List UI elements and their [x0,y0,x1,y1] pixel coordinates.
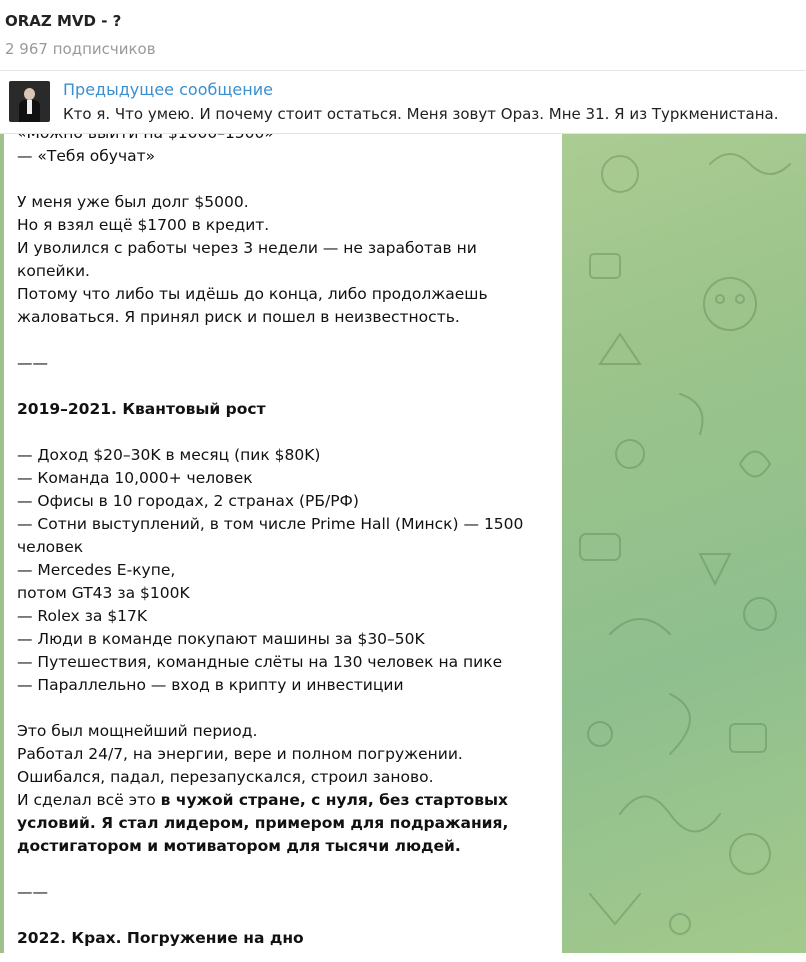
bullet-line: — Rolex за $17K [17,607,148,625]
bullet-line: — Люди в команде покупают машины за $30–50K [17,630,425,648]
pinned-message-bar[interactable] [0,71,806,134]
separator: —— [17,354,48,372]
separator: —— [17,883,48,901]
message-text [17,122,542,950]
bold-span: в чужой стране, с нуля, без стартовых [160,791,509,809]
bullet-line: человек [17,538,84,556]
bullet-line: — Mercedes E-купе, [17,561,176,579]
text-line: копейки. [17,262,90,280]
bullet-line: потом GT43 за $100K [17,584,190,602]
bullet-line: — Параллельно — вход в крипту и инвестиции [17,676,404,694]
bold-line: условий. Я стал лидером, примером для подражания, [17,814,509,832]
subscriber-count: 2 967 подписчиков [5,40,156,58]
section-heading: 2022. Крах. Погружение на дно [17,929,304,947]
text-span: И сделал всё это [17,791,161,809]
bullet-line: — Путешествия, командные слёты на 130 человек на пике [17,653,503,671]
text-line: Ошибался, падал, перезапускался, строил заново. [17,768,434,786]
text-line: Потому что либо ты идёшь до конца, либо продолжаешь [17,285,488,303]
pinned-thumbnail [9,81,50,122]
text-line: Это был мощнейший период. [17,722,258,740]
text-line: Но я взял ещё $1700 в кредит. [17,216,270,234]
channel-header[interactable] [0,0,806,71]
text-line: — «Тебя обучат» [17,147,156,165]
bullet-line: — Сотни выступлений, в том числе Prime Hall (Минск) — 1500 [17,515,524,533]
section-heading: 2019–2021. Квантовый рост [17,400,266,418]
text-line: Работал 24/7, на энергии, вере и полном погружении. [17,745,463,763]
message-bubble[interactable] [4,122,562,962]
bold-line: достигатором и мотиватором для тысячи людей. [17,837,461,855]
bullet-line: — Офисы в 10 городах, 2 странах (РБ/РФ) [17,492,359,510]
text-line [17,789,542,812]
bullet-line: — Команда 10,000+ человек [17,469,253,487]
doodle-pattern [560,134,806,953]
pinned-label[interactable]: Предыдущее сообщение [63,80,273,99]
text-line: жаловаться. Я принял риск и пошел в неизвестность. [17,308,460,326]
text-line: У меня уже был долг $5000. [17,193,249,211]
text-line: И уволился с работы через 3 недели — не заработав ни [17,239,477,257]
bullet-line: — Доход $20–30K в месяц (пик $80K) [17,446,321,464]
pinned-preview-text: Кто я. Что умею. И почему стоит остаться. Меня зовут Ораз. Мне 31. Я из Туркменистана. [63,105,779,123]
channel-title[interactable]: ORAZ MVD - ? [5,12,122,30]
